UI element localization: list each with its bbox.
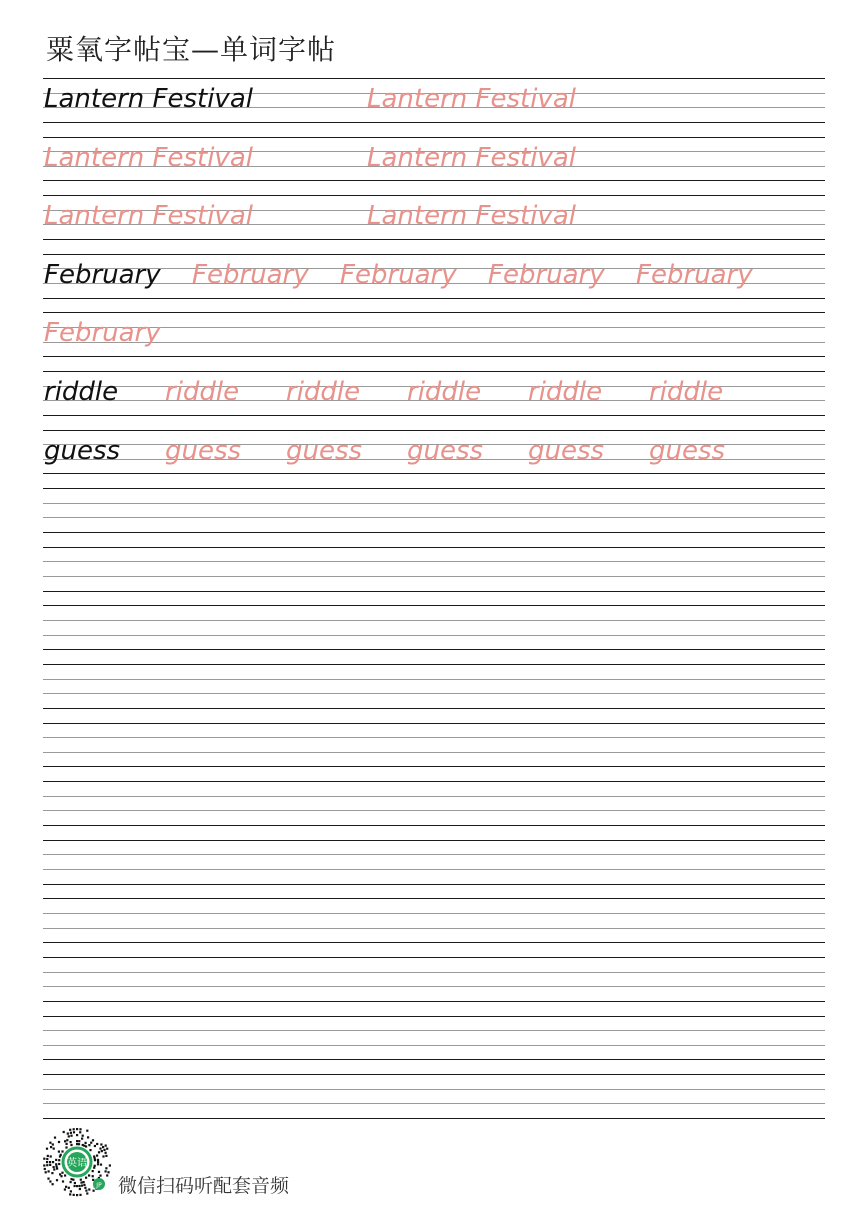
ruled-line xyxy=(43,825,825,826)
ruled-line xyxy=(43,679,825,680)
ruled-line xyxy=(43,239,825,240)
ruled-line xyxy=(43,1074,825,1075)
ruled-line xyxy=(43,532,825,533)
ruled-line xyxy=(43,1103,825,1104)
footer-caption: 微信扫码听配套音频 xyxy=(118,1175,290,1197)
ruled-line xyxy=(43,972,825,973)
ruled-line xyxy=(43,488,825,489)
ruled-line xyxy=(43,810,825,811)
ruled-line xyxy=(43,1030,825,1031)
trace-word: riddle xyxy=(286,377,361,407)
ruled-line xyxy=(43,986,825,987)
ruled-line xyxy=(43,1001,825,1002)
ruled-line xyxy=(43,708,825,709)
ruled-line xyxy=(43,1118,825,1119)
ruled-line xyxy=(43,1059,825,1060)
ruled-line xyxy=(43,576,825,577)
qr-badge-label: 英语 xyxy=(67,1158,87,1169)
ruled-line xyxy=(43,913,825,914)
ruled-line xyxy=(43,415,825,416)
trace-word: Lantern Festival xyxy=(367,201,576,232)
trace-word: February xyxy=(488,259,605,290)
ruled-line xyxy=(43,620,825,621)
ruled-line xyxy=(43,78,825,79)
ruled-line xyxy=(43,1089,825,1090)
ruled-line xyxy=(43,869,825,870)
ruled-line xyxy=(43,180,825,181)
qr-code-icon[interactable] xyxy=(42,1127,112,1197)
ruled-line xyxy=(43,723,825,724)
ruled-line xyxy=(43,605,825,606)
trace-word: February xyxy=(340,259,457,290)
trace-word: Lantern Festival xyxy=(367,84,576,114)
ruled-line xyxy=(43,122,825,123)
ruled-line xyxy=(43,942,825,943)
ruled-line xyxy=(43,591,825,592)
model-word: riddle xyxy=(44,377,119,407)
ruled-line xyxy=(43,854,825,855)
footer xyxy=(42,1127,342,1197)
ruled-line xyxy=(43,649,825,650)
trace-word: February xyxy=(44,318,161,349)
ruled-line xyxy=(43,884,825,885)
ruled-line xyxy=(43,796,825,797)
ruled-line xyxy=(43,312,825,313)
ruled-line xyxy=(43,737,825,738)
ruled-line xyxy=(43,503,825,504)
ruled-line xyxy=(43,693,825,694)
ruled-line xyxy=(43,298,825,299)
ruled-line xyxy=(43,1045,825,1046)
trace-word: February xyxy=(636,259,753,290)
trace-word: February xyxy=(192,259,309,290)
ruled-line xyxy=(43,752,825,753)
ruled-line xyxy=(43,1016,825,1017)
ruled-line xyxy=(43,781,825,782)
trace-word: guess xyxy=(407,435,484,466)
trace-word: Lantern Festival xyxy=(367,142,576,173)
ruled-line xyxy=(43,635,825,636)
trace-word: guess xyxy=(286,435,363,466)
model-word: guess xyxy=(44,435,121,466)
ruled-line xyxy=(43,195,825,196)
model-word: Lantern Festival xyxy=(44,84,253,114)
model-word: February xyxy=(44,259,161,290)
trace-word: riddle xyxy=(165,377,240,407)
ruled-line xyxy=(43,371,825,372)
ruled-line xyxy=(43,957,825,958)
ruled-line xyxy=(43,898,825,899)
ruled-line xyxy=(43,840,825,841)
trace-word: Lantern Festival xyxy=(44,201,253,232)
trace-word: riddle xyxy=(407,377,482,407)
ruled-line xyxy=(43,664,825,665)
ruled-line xyxy=(43,766,825,767)
page-title: 粟氧字帖宝—单词字帖 xyxy=(46,33,337,66)
ruled-line xyxy=(43,137,825,138)
ruled-line xyxy=(43,517,825,518)
ruled-line xyxy=(43,430,825,431)
trace-word: guess xyxy=(649,435,726,466)
ruled-line xyxy=(43,561,825,562)
trace-word: guess xyxy=(528,435,605,466)
trace-word: riddle xyxy=(528,377,603,407)
trace-word: riddle xyxy=(649,377,724,407)
ruled-line xyxy=(43,473,825,474)
ruled-line xyxy=(43,356,825,357)
trace-word: Lantern Festival xyxy=(44,142,253,173)
qr-corner-label: JP xyxy=(96,1182,102,1189)
ruled-line xyxy=(43,254,825,255)
ruled-line xyxy=(43,547,825,548)
ruled-line xyxy=(43,928,825,929)
trace-word: guess xyxy=(165,435,242,466)
